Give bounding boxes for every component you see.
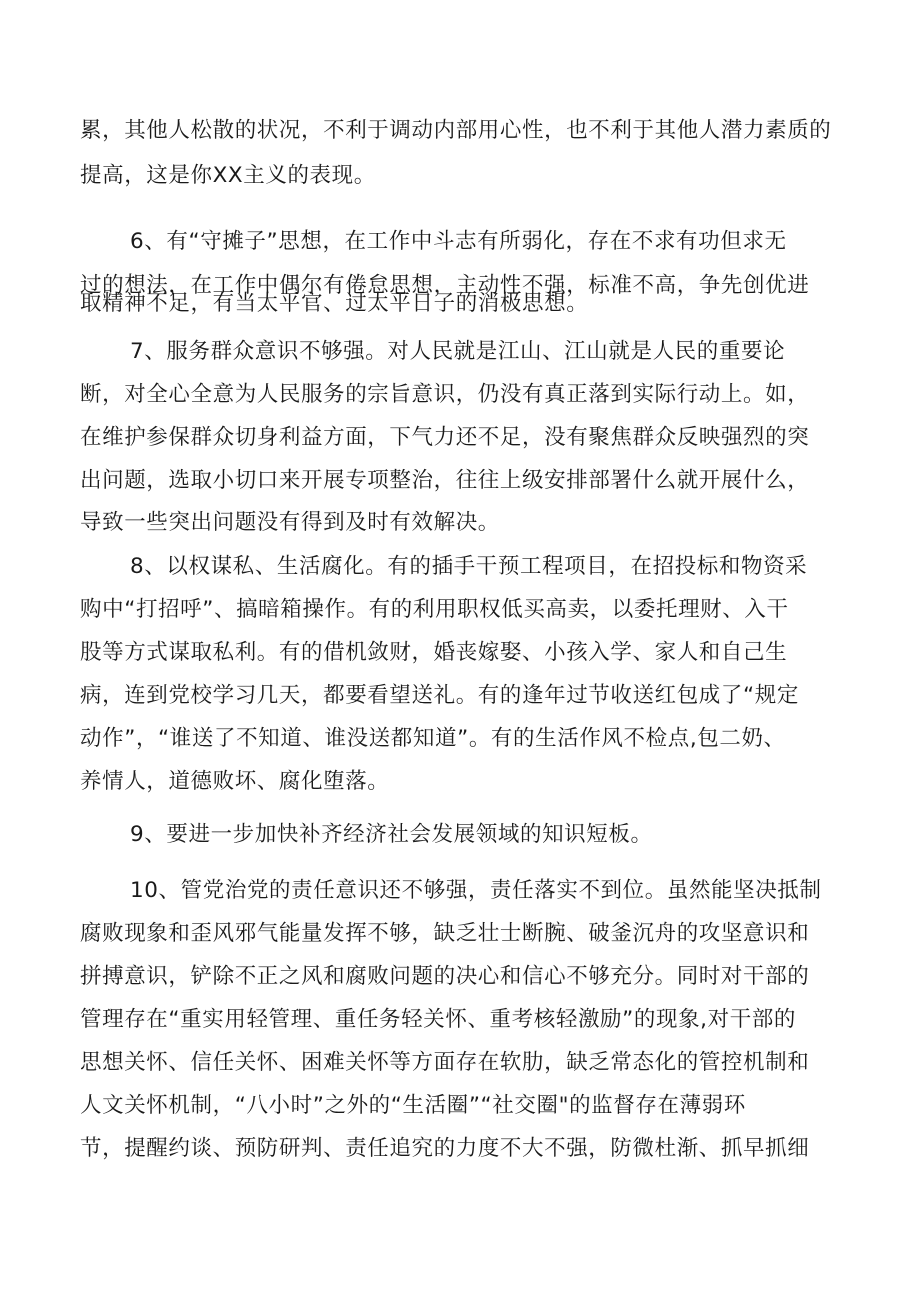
- text-line: 在维护参保群众切身利益方面，下气力还不足，没有聚焦群众反映强烈的突: [80, 425, 810, 450]
- text-line: 断，对全心全意为人民服务的宗旨意识，仍没有真正落到实际行动上。如，: [80, 382, 810, 407]
- text-line: 购中“打招呼”、搞暗箱操作。有的利用职权低买高卖，以委托理财、入干: [80, 597, 789, 622]
- text-line: 养情人，道德败坏、腐化堕落。: [80, 769, 390, 794]
- text-line: 动作”，“谁送了不知道、谁没送都知道”。有的生活作风不检点,包二奶、: [80, 726, 786, 751]
- text-line: 人文关怀机制，“八小时”之外的“生活圈”“社交圈"的监督存在薄弱环: [80, 1093, 746, 1118]
- item-8-first-line: 8、以权谋私、生活腐化。有的插手干预工程项目，在招投标和物资采: [130, 554, 808, 579]
- item-9-line: 9、要进一步加快补齐经济社会发展领域的知识短板。: [130, 822, 653, 847]
- item-7-first-line: 7、服务群众意识不够强。对人民就是江山、江山就是人民的重要论: [130, 339, 786, 364]
- text-line: 思想关怀、信任关怀、困难关怀等方面存在软肋，缺乏常态化的管控机制和: [80, 1050, 810, 1075]
- text-line: 累，其他人松散的状况，不利于调动内部用心性，也不利于其他人潜力素质的: [80, 118, 832, 143]
- text-line: 腐败现象和歪风邪气能量发挥不够，缺乏壮士断腕、破釜沉舟的攻坚意识和: [80, 921, 810, 946]
- text-line: 取精神不足，有当太平官、过太平日子的消极思想。: [80, 291, 589, 316]
- text-line: 病，连到党校学习几天，都要看望送礼。有的逢年过节收送红包成了“规定: [80, 683, 799, 708]
- text-line: 导致一些突出问题没有得到及时有效解决。: [80, 510, 500, 535]
- text-line: 出问题，选取小切口来开展专项整治，往往上级安排部署什么就开展什么，: [80, 468, 810, 493]
- text-line: 提高，这是你XX主义的表现。: [80, 163, 376, 188]
- text-line: 节，提醒约谈、预防研判、责任追究的力度不大不强，防微杜渐、抓早抓细: [80, 1136, 810, 1161]
- text-line: 管理存在“重实用轻管理、重任务轻关怀、重考核轻激励”的现象,对干部的: [80, 1007, 797, 1032]
- text-line: 过的想法，在工作中偶尔有倦怠思想，主动性不强，标准不高，争先创优进: [80, 273, 810, 298]
- item-10-first-line: 10、管党治党的责任意识还不够强，责任落实不到位。虽然能坚决抵制: [130, 878, 822, 903]
- item-6-first-line: 6、有“守摊子”思想，在工作中斗志有所弱化，存在不求有功但求无: [130, 229, 787, 254]
- text-line: 拼搏意识，铲除不正之风和腐败问题的决心和信心不够充分。同时对干部的: [80, 964, 810, 989]
- text-line: 股等方式谋取私利。有的借机敛财，婚丧嫁娶、小孩入学、家人和自己生: [80, 640, 788, 665]
